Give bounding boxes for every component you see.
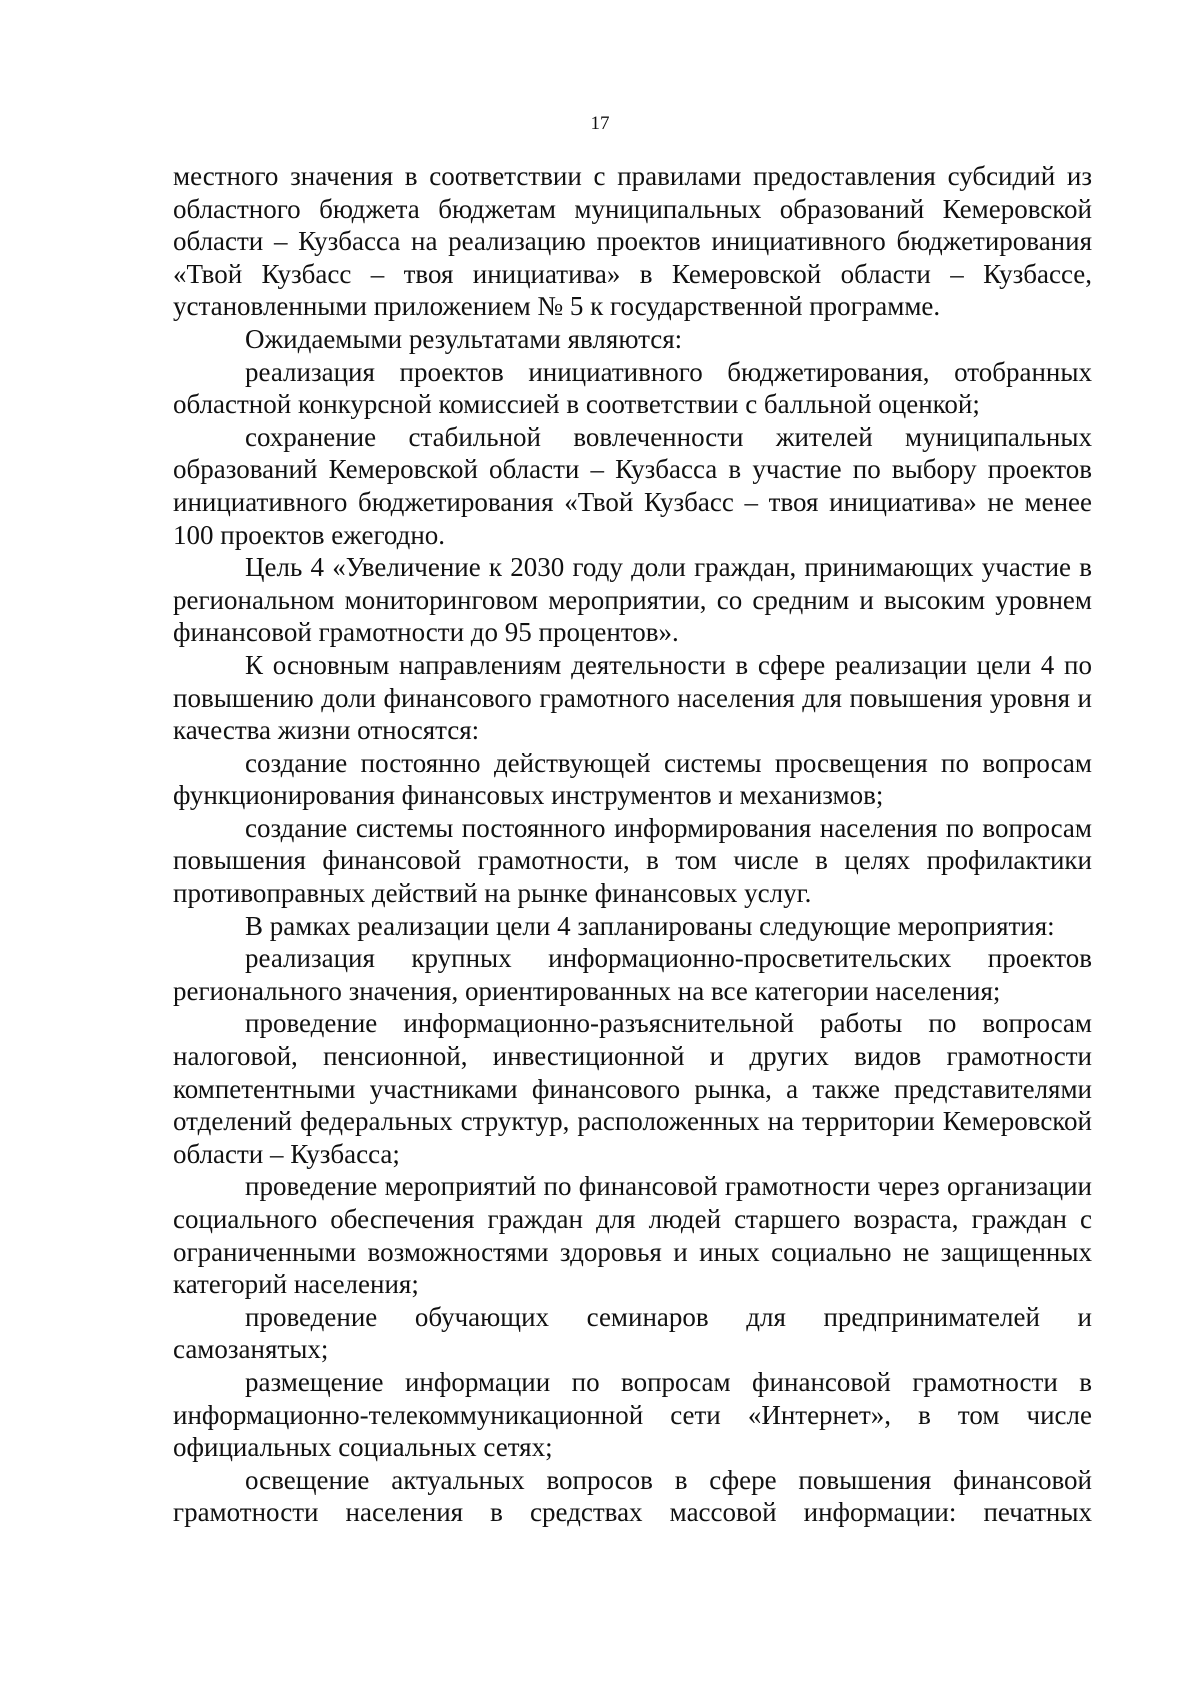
- paragraph-12: проведение мероприятий по финансовой грамотности через организации социального обеспечения граждан для людей старшего возраста, граждан с ограниченными возможностями здоровья и иных социально не защищенных категорий населения;: [173, 1171, 1092, 1300]
- paragraph-13: проведение обучающих семинаров для предпринимателей и самозанятых;: [173, 1301, 1092, 1365]
- body-text: [173, 160, 1092, 1529]
- paragraph-9: В рамках реализации цели 4 запланированы следующие мероприятия:: [245, 910, 1055, 941]
- paragraph-10: реализация крупных информационно-просветительских проектов регионального значения, ориентированных на все категории населения;: [173, 943, 1092, 1006]
- paragraph-6: К основным направлениям деятельности в сфере реализации цели 4 по повышению доли финансового грамотного населения для повышения уровня и качества жизни относятся:: [173, 649, 1092, 746]
- paragraph-14: размещение информации по вопросам финансовой грамотности в информационно-телекоммуникационной сети «Интернет», в том числе официальных социальных сетях;: [173, 1366, 1092, 1463]
- page-number: 17: [590, 113, 610, 134]
- paragraph-15: освещение актуальных вопросов в сфере повышения финансовой грамотности населения в средствах массовой информации: печатных: [173, 1464, 1092, 1528]
- paragraph-5: Цель 4 «Увеличение к 2030 году доли граждан, принимающих участие в региональном мониторинговом мероприятии, со средним и высоким уровнем финансовой грамотности до 95 процентов».: [173, 552, 1092, 648]
- paragraph-3: реализация проектов инициативного бюджетирования, отобранных областной конкурсной комиссией в соответствии с балльной оценкой;: [173, 356, 1092, 420]
- paragraph-8: создание системы постоянного информирования населения по вопросам повышения финансовой грамотности, в том числе в целях профилактики противоправных действий на рынке финансовых услуг.: [173, 812, 1092, 909]
- paragraph-2: Ожидаемыми результатами являются:: [245, 323, 683, 354]
- paragraph-1: местного значения в соответствии с правилами предоставления субсидий из областного бюджета бюджетам муниципальных образований Кемеровской области – Кузбасса на реализацию проектов инициативного бюджетирования «Твой Кузбасс – твоя инициатива» в Кемеровской области – Кузбассе, установленными приложением № 5 к государственной программе.: [173, 161, 1092, 322]
- paragraph-11: проведение информационно-разъяснительной работы по вопросам налоговой, пенсионной, инвестиционной и других видов грамотности компетентными участниками финансового рынка, а также представителями отделений федеральных структур, расположенных на территории Кемеровской области – Кузбасса;: [173, 1008, 1092, 1169]
- paragraph-7: создание постоянно действующей системы просвещения по вопросам функционирования финансовых инструментов и механизмов;: [173, 747, 1092, 811]
- paragraph-4: сохранение стабильной вовлеченности жителей муниципальных образований Кемеровской области – Кузбасса в участие по выбору проектов инициативного бюджетирования «Твой Кузбасс – твоя инициатива» не менее 100 проектов ежегодно.: [173, 421, 1092, 550]
